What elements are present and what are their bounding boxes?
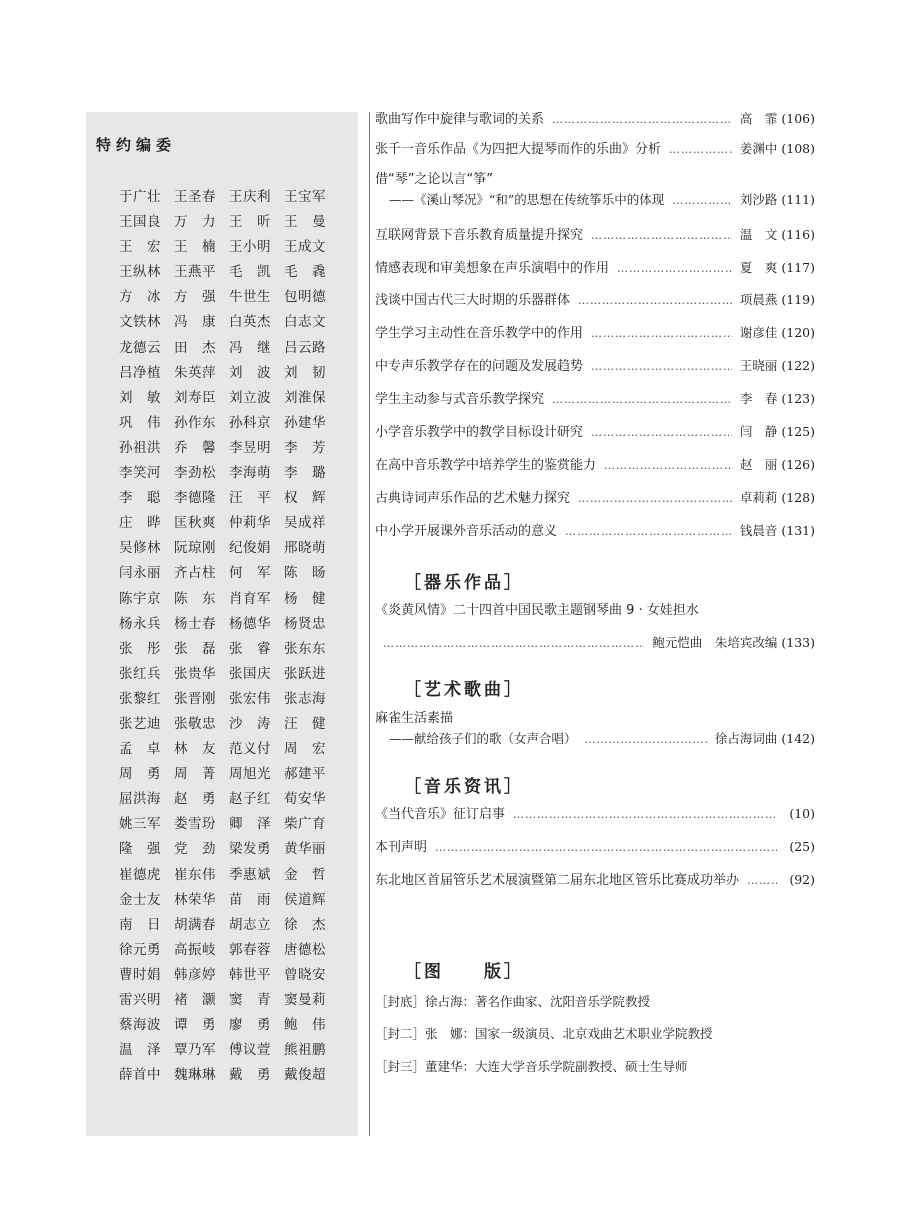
board-member-name: 毛 凯 [229, 264, 271, 281]
toc-entry-author: 夏 爽 [739, 260, 778, 275]
board-member-name: 周 宏 [284, 741, 326, 758]
toc-entry [375, 391, 815, 408]
toc-entry-title: 中专声乐教学存在的问题及发展趋势 [375, 359, 584, 374]
toc-entry [375, 457, 815, 474]
board-member-name: 郝建平 [284, 766, 326, 783]
board-member-name: 张志海 [284, 690, 326, 707]
toc-entry-title: 学生主动参与式音乐教学探究 [375, 392, 545, 407]
board-member-name: 陈 旸 [284, 565, 326, 582]
toc-entry-title: 歌曲写作中旋律与歌词的关系 [375, 112, 545, 127]
board-member-name: 黄华丽 [284, 841, 326, 858]
board-member-name: 方 冰 [119, 289, 161, 306]
board-member-name: 覃乃军 [174, 1042, 216, 1059]
board-member-name: 张晋刚 [174, 690, 216, 707]
board-member-name: 包明德 [284, 289, 326, 306]
dot-leader [513, 807, 777, 823]
board-member-name: 王圣春 [174, 189, 216, 205]
board-member-name: 崔德虎 [119, 866, 161, 883]
toc-entry-page: (117) [781, 260, 815, 275]
board-member-name: 闫永丽 [119, 565, 161, 582]
board-member-name: 窦曼莉 [284, 992, 326, 1008]
toc-entry-title: 互联网背景下音乐教育质量提升探究 [375, 228, 584, 243]
board-member-name: 乔 馨 [174, 439, 216, 456]
board-member-name: 范义付 [229, 741, 271, 758]
board-member-name: 朱英萍 [174, 364, 216, 381]
board-member-name: 陈 东 [174, 590, 216, 607]
board-member-name: 孙作东 [174, 414, 216, 431]
column-divider [369, 112, 370, 1136]
board-member-name: 张艺迪 [119, 715, 161, 732]
dot-leader [578, 491, 732, 507]
toc-entry-page: (125) [781, 424, 815, 439]
board-member-name: 王 宏 [119, 239, 161, 256]
section-heading-plates: ［图 版］ [404, 962, 524, 982]
toc-entry-title: 《炎黄风情》二十四首中国民歌主题钢琴曲 9 · 女娃担水 [375, 603, 699, 618]
board-member-name: 巩 伟 [119, 414, 161, 431]
board-member-name: 胡满春 [174, 916, 216, 933]
board-member-name: 毛 毳 [284, 264, 326, 281]
board-member-name: 鲍 伟 [284, 1017, 326, 1034]
toc-entry-page: (142) [781, 731, 815, 746]
board-member-name: 李 璐 [284, 465, 326, 482]
board-member-name: 温 泽 [119, 1042, 161, 1059]
board-member-name: 韩彦婷 [174, 966, 216, 983]
board-member-name: 林荣华 [174, 891, 216, 908]
toc-entry [375, 172, 815, 209]
board-member-name: 邢晓萌 [284, 540, 326, 557]
toc-entry [375, 424, 815, 441]
board-member-name: 吕净植 [119, 364, 161, 381]
toc-entry-title: 学生学习主动性在音乐教学中的作用 [375, 326, 584, 341]
board-member-name: 曹时娟 [119, 966, 161, 983]
dot-leader [565, 524, 732, 540]
dot-leader [591, 228, 732, 244]
board-member-name: 刘 敏 [119, 389, 161, 406]
board-member-name: 权 辉 [284, 490, 326, 507]
board-member-name: 冯 康 [174, 314, 216, 331]
board-member-name: 金士友 [119, 891, 161, 908]
board-member-name: 吴成祥 [284, 515, 326, 532]
board-member-name: 党 劲 [174, 841, 216, 858]
board-member-name: 曾晓安 [284, 966, 326, 983]
toc-entry [375, 872, 815, 889]
cover-plate-caption: ［封二］张 娜：国家一级演员、北京戏曲艺术职业学院教授 [375, 1026, 713, 1041]
board-member-name: 刘 波 [229, 364, 271, 381]
dot-leader [669, 142, 732, 158]
board-member-name: 季惠斌 [229, 866, 271, 883]
board-member-name: 王庆利 [229, 189, 271, 205]
toc-entry [375, 111, 815, 128]
toc-entry-page: (122) [781, 358, 815, 373]
dot-leader [672, 193, 732, 209]
board-member-name: 金 哲 [284, 866, 326, 883]
board-member-name: 李 聪 [119, 490, 161, 507]
board-member-name: 张红兵 [119, 665, 161, 682]
dot-leader [617, 261, 732, 277]
board-member-name: 孟 卓 [119, 741, 161, 758]
board-member-name: 高振岐 [174, 941, 216, 958]
board-member-name: 梁发勇 [229, 841, 271, 858]
board-member-name: 褚 灏 [174, 992, 216, 1008]
toc-entry-subtitle: ——《溪山琴况》“和”的思想在传统筝乐中的体现 [389, 192, 665, 207]
toc-entry [375, 711, 815, 748]
board-member-name: 吴修林 [119, 540, 161, 557]
board-member-name: 谭 勇 [174, 1017, 216, 1034]
board-member-name: 刘立波 [229, 389, 271, 406]
board-member-name: 侯道辉 [284, 891, 326, 908]
toc-entry [375, 839, 815, 856]
toc-entry [375, 260, 815, 277]
dot-leader [591, 425, 732, 441]
board-member-name: 郭春蓉 [229, 941, 271, 958]
board-member-name: 牛世生 [229, 289, 271, 306]
board-member-name: 孙科京 [229, 414, 271, 431]
toc-entry-page: (25) [789, 839, 815, 854]
board-member-name: 王小明 [229, 239, 271, 256]
board-member-name: 于广壮 [119, 189, 161, 205]
toc-entry-page: (92) [789, 872, 815, 887]
board-member-name: 赵子红 [229, 791, 271, 808]
board-member-name: 方 强 [174, 289, 216, 306]
board-member-name: 杨永兵 [119, 615, 161, 632]
board-member-name: 仲莉华 [229, 515, 271, 532]
toc-entry [375, 292, 815, 309]
board-member-name: 陈宇京 [119, 590, 161, 607]
toc-entry-author: 钱晨音 [739, 523, 778, 538]
dot-leader [585, 732, 707, 748]
toc-entry-title: 本刊声明 [375, 840, 428, 855]
board-member-name: 李劲松 [174, 465, 216, 482]
board-member-name: 张跃进 [284, 665, 326, 682]
dot-leader [552, 112, 732, 128]
board-member-name: 林 友 [174, 741, 216, 758]
board-member-name: 刘 韧 [284, 364, 326, 381]
dot-leader [591, 326, 732, 342]
section-heading-instrumental: ［器乐作品］ [404, 573, 524, 593]
board-member-name: 王燕平 [174, 264, 216, 281]
toc-entry-author: 鲍元恺曲 朱培宾改编 [652, 635, 778, 650]
board-member-name: 徐元勇 [119, 941, 161, 958]
toc-entry-author: 赵 丽 [739, 457, 778, 472]
board-member-name: 阮琼刚 [174, 540, 216, 557]
toc-entry-page: (119) [781, 292, 815, 307]
board-member-name: 杨 健 [284, 590, 326, 607]
board-member-name: 李笑河 [119, 465, 161, 482]
board-member-name: 周旭光 [229, 766, 271, 783]
toc-entry-title: 在高中音乐教学中培养学生的鉴赏能力 [375, 458, 597, 473]
board-member-name: 沙 涛 [229, 715, 271, 732]
toc-entry-title: 古典诗词声乐作品的艺术魅力探究 [375, 491, 571, 506]
board-member-name: 王宝军 [284, 189, 326, 205]
toc-entry-title: 中小学开展课外音乐活动的意义 [375, 524, 558, 539]
dot-leader [578, 293, 732, 309]
board-member-name: 李德隆 [174, 490, 216, 507]
board-member-name: 孙祖洪 [119, 439, 161, 456]
toc-entry-author: 闫 静 [739, 424, 778, 439]
board-member-name: 娄雪玢 [174, 816, 216, 833]
cover-plate-caption: ［封三］董建华：大连大学音乐学院副教授、硕士生导师 [375, 1059, 688, 1074]
board-member-name: 王成文 [284, 239, 326, 256]
toc-entry-page: (10) [789, 806, 815, 821]
board-member-name: 杨士春 [174, 615, 216, 632]
editorial-board-names [119, 185, 355, 1088]
board-member-name: 王国良 [119, 214, 161, 231]
board-member-name: 戴 勇 [229, 1067, 271, 1084]
toc-entry-author: 李 春 [739, 391, 778, 406]
board-member-name: 李海萌 [229, 465, 271, 482]
toc-entry-title: 麻雀生活素描 [375, 711, 454, 726]
toc-entry [375, 603, 815, 652]
board-member-name: 薛首中 [119, 1067, 161, 1084]
toc-entry-author: 高 霏 [739, 111, 778, 126]
toc-entry [375, 490, 815, 507]
board-member-name: 齐占柱 [174, 565, 216, 582]
toc-entry-page: (126) [781, 457, 815, 472]
toc-entry [375, 358, 815, 375]
board-member-name: 田 杰 [174, 339, 216, 356]
toc-entry [375, 523, 815, 540]
toc-entry [375, 806, 815, 823]
toc-entry-title: 借“琴”之论以言“筝” [375, 172, 493, 187]
board-member-name: 杨贤忠 [284, 615, 326, 632]
toc-entry-page: (133) [781, 635, 815, 650]
board-member-name: 庄 晔 [119, 515, 161, 532]
board-member-name: 孙建华 [284, 414, 326, 431]
board-member-name: 张 睿 [229, 640, 271, 657]
board-member-name: 李昱明 [229, 439, 271, 456]
board-member-name: 屈洪海 [119, 791, 161, 808]
toc-entry-page: (116) [781, 227, 815, 242]
board-member-name: 荀安华 [284, 791, 326, 808]
board-member-name: 万 力 [174, 214, 216, 231]
board-member-name: 徐 杰 [284, 916, 326, 933]
board-member-name: 蔡海波 [119, 1017, 161, 1034]
board-member-name: 纪俊娟 [229, 540, 271, 557]
board-member-name: 吕云路 [284, 339, 326, 356]
toc-entry-page: (106) [781, 111, 815, 126]
dot-leader [435, 840, 777, 856]
board-member-name: 周 勇 [119, 766, 161, 783]
dot-leader [552, 392, 732, 408]
board-member-name: 熊祖鹏 [284, 1042, 326, 1059]
board-member-name: 戴俊超 [284, 1067, 326, 1084]
toc-entry-page: (120) [781, 325, 815, 340]
toc-entry-title: 浅谈中国古代三大时期的乐器群体 [375, 293, 571, 308]
board-member-name: 姚三军 [119, 816, 161, 833]
board-member-name: 龙德云 [119, 339, 161, 356]
editorial-board-title: 特约编委 [95, 136, 176, 154]
toc-entry-subtitle: ——献给孩子们的歌（女声合唱） [389, 731, 577, 746]
board-member-name: 文铁林 [119, 314, 161, 331]
board-member-name: 王 楠 [174, 239, 216, 256]
toc-entry [375, 325, 815, 342]
toc-entry [375, 227, 815, 244]
board-member-name: 傅议萱 [229, 1042, 271, 1059]
board-member-name: 张贵华 [174, 665, 216, 682]
board-member-name: 张敬忠 [174, 715, 216, 732]
board-member-name: 白英杰 [229, 314, 271, 331]
board-member-name: 汪 健 [284, 715, 326, 732]
board-member-name: 张国庆 [229, 665, 271, 682]
toc-entry-page: (111) [781, 192, 815, 207]
toc-entry-page: (128) [781, 490, 815, 505]
dot-leader [747, 873, 777, 889]
toc-entry-title: 小学音乐教学中的教学目标设计研究 [375, 425, 584, 440]
toc-entry-author: 项晨燕 [739, 292, 778, 307]
board-member-name: 崔东伟 [174, 866, 216, 883]
toc-entry-author: 徐占海词曲 [714, 731, 778, 746]
board-member-name: 刘寿臣 [174, 389, 216, 406]
toc-entry-author: 王晓丽 [739, 358, 778, 373]
board-member-name: 隆 强 [119, 841, 161, 858]
board-member-name: 汪 平 [229, 490, 271, 507]
toc-entry-title: 《当代音乐》征订启事 [375, 807, 506, 822]
dot-leader [591, 359, 732, 375]
board-member-name: 赵 勇 [174, 791, 216, 808]
board-member-name: 张黎红 [119, 690, 161, 707]
toc-entry-author: 温 文 [739, 227, 778, 242]
board-member-name: 张 磊 [174, 640, 216, 657]
board-member-name: 杨德华 [229, 615, 271, 632]
board-member-name: 柴广育 [284, 816, 326, 833]
section-heading-music-news: ［音乐资讯］ [404, 777, 524, 797]
board-member-name: 肖育军 [229, 590, 271, 607]
board-member-name: 雷兴明 [119, 992, 161, 1008]
board-member-name: 张宏伟 [229, 690, 271, 707]
board-member-name: 唐德松 [284, 941, 326, 958]
toc-entry-title: 张千一音乐作品《为四把大提琴而作的乐曲》分析 [375, 142, 662, 157]
board-member-name: 胡志立 [229, 916, 271, 933]
board-member-name: 王 曼 [284, 214, 326, 231]
toc-entry-page: (123) [781, 391, 815, 406]
board-member-name: 卿 泽 [229, 816, 271, 833]
board-member-name: 南 日 [119, 916, 161, 933]
toc-entry [375, 141, 815, 158]
board-member-name: 张东东 [284, 640, 326, 657]
board-member-name: 冯 继 [229, 339, 271, 356]
toc-entry-author: 卓莉莉 [739, 490, 778, 505]
board-member-name: 王纵林 [119, 264, 161, 281]
board-member-name: 何 军 [229, 565, 271, 582]
board-member-name: 李 芳 [284, 439, 326, 456]
toc-entry-author: 刘沙路 [739, 192, 778, 207]
section-heading-art-song: ［艺术歌曲］ [404, 680, 524, 700]
toc-entry-page: (108) [781, 141, 815, 156]
board-member-name: 苗 雨 [229, 891, 271, 908]
board-member-name: 匡秋爽 [174, 515, 216, 532]
board-member-name: 王 昕 [229, 214, 271, 231]
board-member-name: 窦 青 [229, 992, 271, 1008]
toc-entry-page: (131) [781, 523, 815, 538]
board-member-name: 廖 勇 [229, 1017, 271, 1034]
board-member-name: 白志文 [284, 314, 326, 331]
dot-leader [383, 636, 644, 652]
toc-entry-title: 东北地区首届管乐艺术展演暨第二届东北地区管乐比赛成功举办 [375, 873, 740, 888]
board-member-name: 张 彤 [119, 640, 161, 657]
board-member-name: 刘淮保 [284, 389, 326, 406]
board-member-name: 魏琳琳 [174, 1067, 216, 1084]
dot-leader [604, 458, 732, 474]
toc-entry-author: 谢彦佳 [739, 325, 778, 340]
toc-entry-title: 情感表现和审美想象在声乐演唱中的作用 [375, 261, 610, 276]
board-member-name: 周 菁 [174, 766, 216, 783]
board-member-name: 韩世平 [229, 966, 271, 983]
cover-plate-caption: ［封底］徐占海：著名作曲家、沈阳音乐学院教授 [375, 994, 651, 1009]
toc-entry-author: 姜渊中 [739, 141, 778, 156]
